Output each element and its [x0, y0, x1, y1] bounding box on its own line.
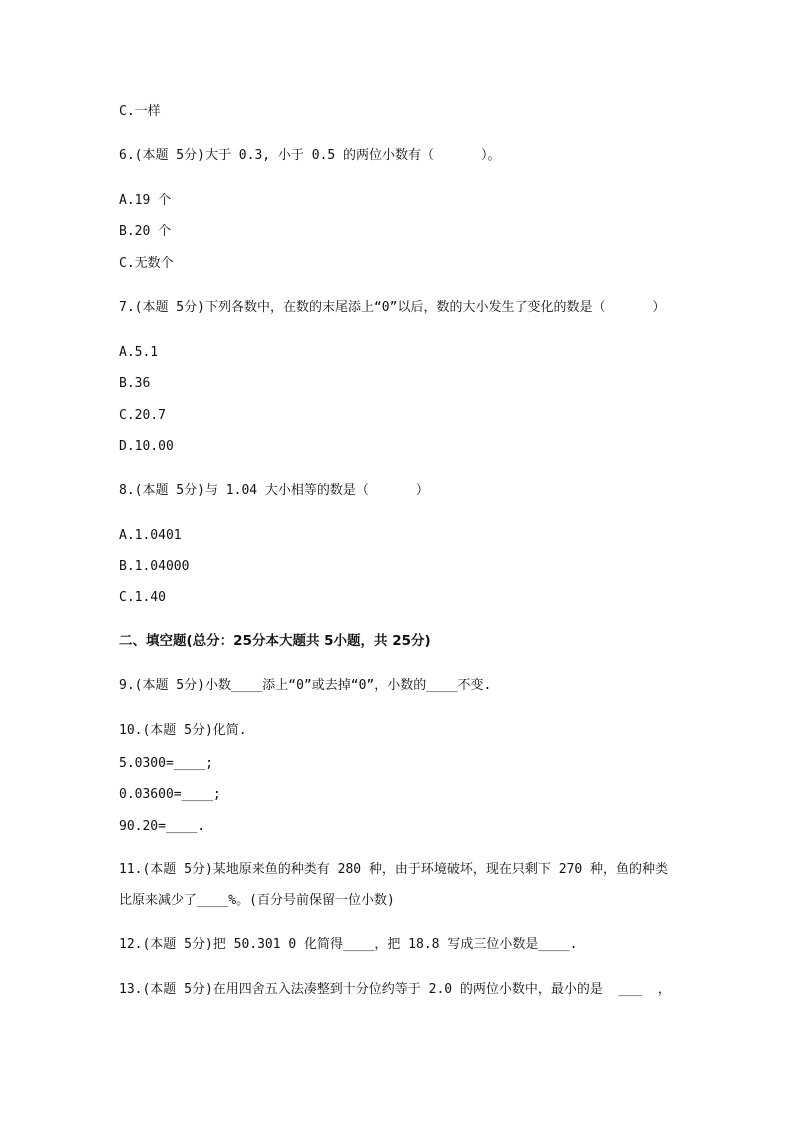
question-10-item-3: 90.20=____.	[119, 819, 206, 834]
option-6c: C.无数个	[119, 256, 174, 271]
question-6: 6.(本题 5分)大于 0.3, 小于 0.5 的两位小数有（ ）。	[119, 148, 501, 163]
option-7c: C.20.7	[119, 408, 166, 423]
option-8a: A.1.0401	[119, 528, 182, 543]
option-7d: D.10.00	[119, 439, 174, 454]
section-heading-fill-blank: 二、填空题(总分：25分本大题共 5小题，共 25分)	[119, 633, 431, 649]
question-10: 10.(本题 5分)化简.	[119, 723, 247, 738]
question-11: 11.(本题 5分)某地原来鱼的种类有 280 种，由于环境破坏，现在只剩下 270 种，鱼的种类	[119, 862, 669, 877]
option-8c: C.1.40	[119, 590, 166, 605]
question-13: 13.(本题 5分)在用四舍五入法凑整到十分位约等于 2.0 的两位小数中，最小的是 ___ ，	[119, 982, 671, 997]
question-9: 9.(本题 5分)小数____添上“0”或去掉“0”，小数的____不变.	[119, 678, 492, 693]
question-10-item-2: 0.03600=____;	[119, 787, 221, 802]
option-6b: B.20 个	[119, 224, 172, 239]
question-12: 12.(本题 5分)把 50.301 0 化简得____，把 18.8 写成三位小数是____.	[119, 937, 578, 952]
option-5c: C.一样	[119, 104, 161, 119]
question-8: 8.(本题 5分)与 1.04 大小相等的数是（ ）	[119, 483, 429, 498]
option-7b: B.36	[119, 376, 151, 391]
option-6a: A.19 个	[119, 193, 172, 208]
question-7: 7.(本题 5分)下列各数中，在数的末尾添上“0”以后，数的大小发生了变化的数是（ ）	[119, 300, 666, 315]
option-7a: A.5.1	[119, 345, 159, 360]
question-10-item-1: 5.0300=____;	[119, 756, 213, 771]
question-11-continued: 比原来减少了____%。(百分号前保留一位小数)	[119, 893, 395, 908]
option-8b: B.1.04000	[119, 559, 190, 574]
